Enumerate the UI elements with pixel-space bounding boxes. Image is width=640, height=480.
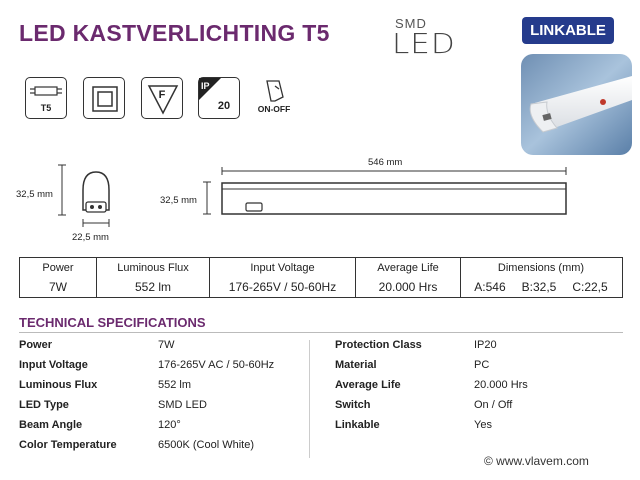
product-photo [521,54,632,155]
spec-header: Input Voltage [250,262,315,274]
tech-key: Protection Class [335,339,422,351]
side-width-label: 22,5 mm [72,232,109,243]
spec-value: 7W [49,280,67,294]
tech-key: LED Type [19,399,69,411]
tech-key: Switch [335,399,371,411]
spec-header: Power [42,262,74,274]
tech-value: 176-265V AC / 50-60Hz [158,359,275,371]
ip-label: IP [201,81,210,91]
watermark: © www.vlavem.com [484,454,589,468]
linkable-badge: LINKABLE [522,17,614,44]
tech-key: Average Life [335,379,401,391]
logo-smd-text: SMD [395,16,427,31]
f-mark-icon [141,77,183,119]
front-height-label: 32,5 mm [160,195,197,206]
tech-key: Color Temperature [19,439,117,451]
spec-col-dimensions [461,258,621,297]
tech-value: On / Off [474,399,513,411]
spec-value: A:546 B:32,5 C:22,5 [474,280,608,294]
f-mark-label: F [158,89,166,101]
tech-value: 7W [158,339,175,351]
tech-value: 552 lm [158,379,192,391]
spec-value: 176-265V / 50-60Hz [228,280,337,294]
tech-value: Yes [474,419,492,431]
tech-key: Power [19,339,53,351]
spec-summary-table [19,257,623,298]
side-height-label: 32,5 mm [16,189,53,200]
column-divider [309,340,310,458]
ip-20-label: 20 [217,100,231,112]
spec-col-average-life [356,258,461,297]
spec-col-input-voltage [210,258,356,297]
spec-header: Average Life [377,262,439,274]
tech-value: 6500K (Cool White) [158,439,254,451]
spec-header: Luminous Flux [117,262,189,274]
double-insulation-icon [83,77,125,119]
tech-key: Input Voltage [19,359,88,371]
t5-label: T5 [40,103,52,113]
side-profile-drawing [55,160,125,235]
tech-value: 120° [158,419,181,431]
tech-value: 20.000 Hrs [474,379,528,391]
section-divider [19,332,623,333]
tech-value: PC [474,359,490,371]
ip20-icon [198,77,240,119]
spec-col-power [20,258,97,297]
t5-lamp-icon [25,77,67,119]
spec-col-luminous-flux [97,258,210,297]
technical-specs-title: TECHNICAL SPECIFICATIONS [19,315,206,330]
spec-value: 20.000 Hrs [378,280,438,294]
length-label: 546 mm [368,157,403,168]
on-off-label: ON-OFF [257,104,291,114]
front-elevation-drawing [195,165,625,225]
logo-led-text: LED [392,28,456,61]
smd-led-logo [392,14,478,61]
tech-value: IP20 [474,339,497,351]
on-off-switch-icon [253,77,295,119]
tech-key: Linkable [335,419,380,431]
spec-header: Dimensions (mm) [497,262,585,274]
tech-key: Material [335,359,377,371]
tech-key: Luminous Flux [19,379,98,391]
page-title: LED KASTVERLICHTING T5 [19,20,330,46]
spec-value: 552 lm [134,280,172,294]
tech-key: Beam Angle [19,419,83,431]
tech-value: SMD LED [158,399,207,411]
